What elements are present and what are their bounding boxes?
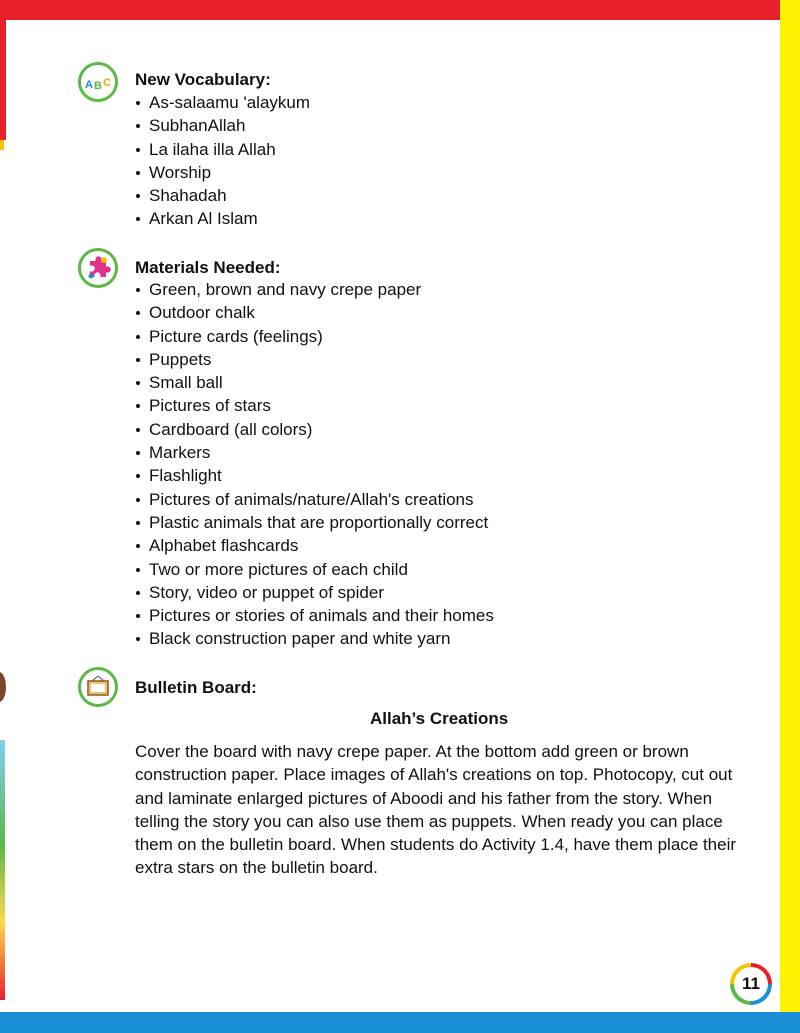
left-decoration <box>0 140 4 150</box>
list-item: Plastic animals that are proportionally correct <box>135 511 494 534</box>
materials-title: Materials Needed: <box>135 258 281 277</box>
svg-text:C: C <box>103 77 111 89</box>
bulletin-heading: Allah’s Creations <box>370 709 509 728</box>
abc-letters-icon <box>78 62 118 102</box>
list-item: Puppets <box>135 348 494 371</box>
list-item: Flashlight <box>135 464 494 487</box>
svg-text:A: A <box>85 79 93 91</box>
list-item: Pictures of animals/nature/Allah's creations <box>135 488 494 511</box>
list-item: Story, video or puppet of spider <box>135 581 494 604</box>
bottom-border <box>0 1012 800 1033</box>
vocabulary-list <box>135 91 310 231</box>
top-border <box>0 0 780 20</box>
list-item: La ilaha illa Allah <box>135 138 310 161</box>
right-border <box>780 0 800 1012</box>
bulletin-title: Bulletin Board: <box>135 678 257 697</box>
list-item: Worship <box>135 161 310 184</box>
list-item: Green, brown and navy crepe paper <box>135 278 494 301</box>
list-item: Shahadah <box>135 184 310 207</box>
list-item: Pictures or stories of animals and their homes <box>135 604 494 627</box>
list-item: Cardboard (all colors) <box>135 418 494 441</box>
vocabulary-title: New Vocabulary: <box>135 70 271 89</box>
page-number-badge <box>730 963 772 1005</box>
list-item: Black construction paper and white yarn <box>135 627 494 650</box>
list-item: Small ball <box>135 371 494 394</box>
svg-text:B: B <box>94 80 102 92</box>
list-item: Arkan Al Islam <box>135 207 310 230</box>
list-item: As-salaamu 'alaykum <box>135 91 310 114</box>
list-item: Outdoor chalk <box>135 301 494 324</box>
materials-list <box>135 278 494 651</box>
left-decoration <box>0 20 6 140</box>
puzzle-piece-icon <box>78 248 118 288</box>
list-item: SubhanAllah <box>135 114 310 137</box>
list-item: Two or more pictures of each child <box>135 558 494 581</box>
page-number: 11 <box>734 967 768 1001</box>
list-item: Pictures of stars <box>135 394 494 417</box>
list-item: Alphabet flashcards <box>135 534 494 557</box>
bulletin-paragraph: Cover the board with navy crepe paper. At the bottom add green or brown construction paper. Place images of Allah's creations on top. Photocopy, cut out and laminate enlarged pictures of Aboodi and his father from the story. When telling the story you can also use them as puppets. When ready you can place them on the bulletin board. When students do Activity 1.4, have them place their extra stars on the bulletin board. <box>135 742 737 878</box>
left-decoration <box>0 672 6 702</box>
left-decoration <box>0 740 5 1000</box>
list-item: Markers <box>135 441 494 464</box>
list-item: Picture cards (feelings) <box>135 325 494 348</box>
bulletin-board-icon <box>78 667 118 707</box>
